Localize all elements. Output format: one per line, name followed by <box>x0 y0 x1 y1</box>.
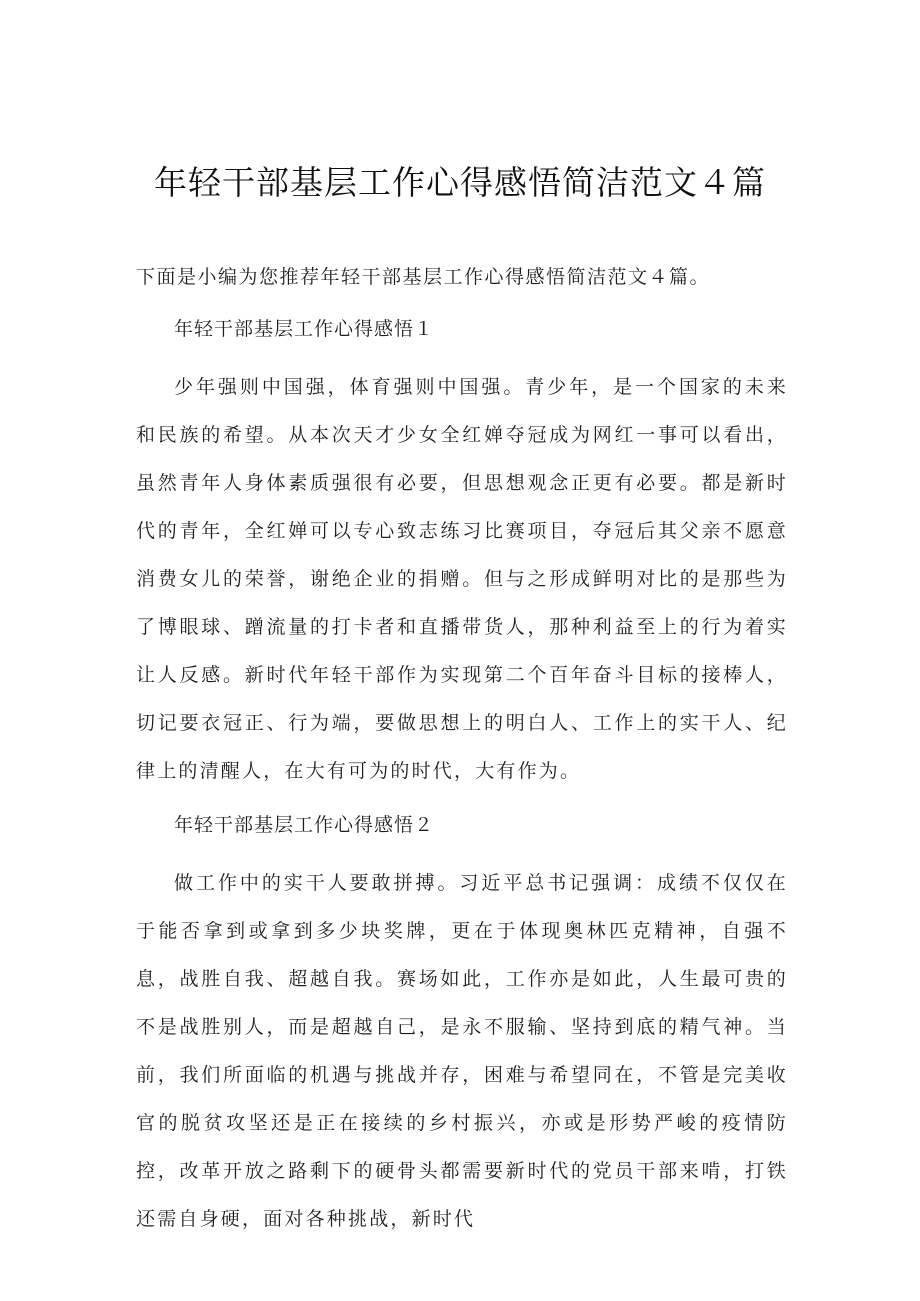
intro-paragraph: 下面是小编为您推荐年轻干部基层工作心得感悟简洁范文４篇。 <box>136 266 711 288</box>
section-heading-2: 年轻干部基层工作心得感悟２ <box>174 814 435 836</box>
section-body-1: 少年强则中国强，体育强则中国强。青少年，是一个国家的未来和民族的希望。从本次天才少女全红婵夺冠成为网红一事可以看出，虽然青年人身体素质强很有必要，但思想观念正更有必要。都是新时代的青年，全红婵可以专心致志练习比赛项目，夺冠后其父亲不愿意消费女儿的荣誉，谢绝企业的捐赠。但与之形成鲜明对比的是那些为了博眼球、蹭流量的打卡者和直播带货人，那种利益至上的行为着实让人反感。新时代年轻干部作为实现第二个百年奋斗目标的接棒人，切记要衣冠正、行为端，要做思想上的明白人、工作上的实干人、纪律上的清醒人，在大有可为的时代，大有作为。 <box>136 376 788 782</box>
document-body <box>136 259 788 1255</box>
section-heading-1: 年轻干部基层工作心得感悟１ <box>174 318 435 340</box>
document-title: 年轻干部基层工作心得感悟简洁范文４篇 <box>154 163 766 202</box>
section-body-2: 做工作中的实干人要敢拼搏。习近平总书记强调：成绩不仅仅在于能否拿到或拿到多少块奖牌，更在于体现奥林匹克精神，自强不息，战胜自我、超越自我。赛场如此，工作亦是如此，人生最可贵的不是战胜别人，而是超越自己，是永不服输、坚持到底的精气神。当前，我们所面临的机遇与挑战并存，困难与希望同在，不管是完美收官的脱贫攻坚还是正在接续的乡村振兴，亦或是形势严峻的疫情防控，改革开放之路剩下的硬骨头都需要新时代的党员干部来啃，打铁还需自身硬，面对各种挑战，新时代 <box>136 872 788 1230</box>
